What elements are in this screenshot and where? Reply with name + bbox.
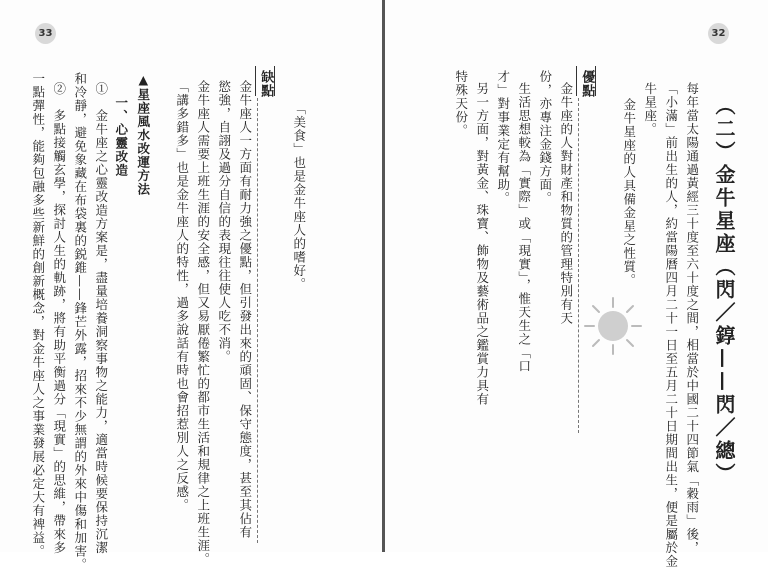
strength-line: 生活思想較為「實際」或「現實」，惟天生之「口 [516,82,532,373]
weakness-line: 「講多錯多」也是金牛座人的特性，過多說話有時也會招惹別人之反感。 [174,80,190,512]
method-line: 和冷靜，避免象藏在布袋裏的鋭錐——鋒芒外露，招來不少無謂的外來中傷和加害。 [72,72,88,572]
weakness-tab [255,66,275,96]
strength-tab-label: 優點 [579,70,595,98]
right-page [385,0,768,568]
weakness-line: 慾強，自詡及過分自信的表現往往使人吃不消。 [216,80,232,364]
left-page [0,0,383,572]
sun-icon [583,296,643,356]
weakness-line: 金牛座人一方面有耐力強之優點，但引發出來的頑固、保守態度，甚至其佔有 [237,80,253,539]
weakness-line: 金牛座人需要上班生涯的安全感，但又易厭倦繁忙的都市生活和規律之上班生涯。 [195,80,211,566]
strength-tab [576,66,596,96]
strength-line: 特殊天份。 [453,70,469,138]
intro-line: 每年當太陽通過黃經三十度至六十度之間，相當於中國二十四節氣「穀雨」後， [684,82,700,555]
sub-heading: 一、心靈改造 [113,96,129,177]
strength-divider [578,98,579,433]
weakness-tab-label: 缺點 [258,70,274,98]
intro-line: 牛星座。 [642,82,658,136]
section-heading: ▲星座風水改運方法 [135,72,151,196]
chapter-title: （二）金牛星座（閃／錞——閃／總） [712,95,736,486]
strength-line: 另一方面，對黃金、珠寶、飾物及藝術品之鑑賞力具有 [474,82,490,406]
method-line: 一點彈性，能夠包融多些新鮮的創新概念，對金牛座人之事業發展必定大有裨益。 [30,72,46,558]
weakness-divider [257,98,258,543]
strength-line: 份，亦專注金錢方面。 [537,70,553,205]
strength-line: 才」對事業定有幫助。 [495,70,511,205]
intro-line: 金牛星座的人具備金星之性質。 [621,98,637,287]
intro-line: 「小滿」前出生的人，約當陽曆四月二十一日至五月二十日期間出生，便是屬於金 [663,82,679,568]
page-number-right: 32 [708,23,729,44]
strength-line: 金牛座的人對財產和物質的管理特別有天 [558,82,574,325]
method-line: ② 多點接觸玄學，探討人生的軌跡，將有助平衡過分「現實」的思維，帶來多 [51,82,67,555]
method-line: ① 金牛座之心靈改造方案是，盡量培養洞察事物之能力，適當時候要保持沉潔 [93,82,109,555]
page-number-left: 33 [35,23,56,44]
quote-line: 「美食」也是金牛座人的嗜好。 [291,102,307,291]
